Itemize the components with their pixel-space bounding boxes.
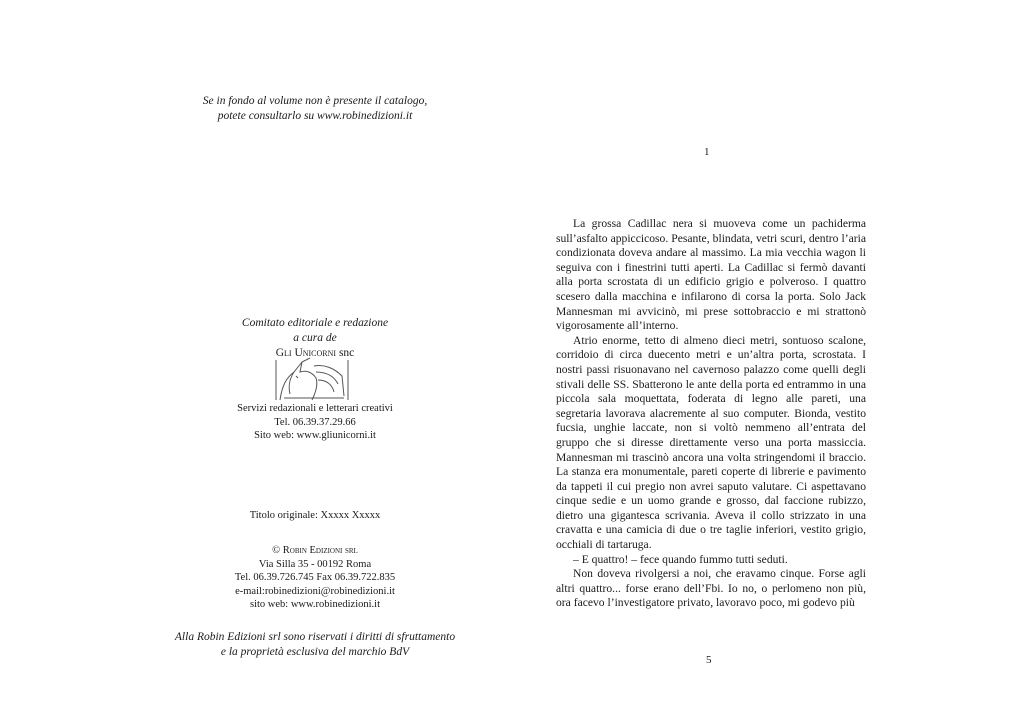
publisher-address: Via Silla 35 - 00192 Roma: [258, 558, 372, 570]
publisher-suffix: snc: [336, 347, 355, 359]
paragraph: – E quattro! – fece quando fummo tutti seduti.: [573, 552, 788, 566]
rights-line: Alla Robin Edizioni srl sono riservati i diritti di sfruttamento: [174, 631, 456, 643]
rights-line: e la proprietà esclusiva del marchio BdV: [220, 646, 410, 658]
services-phone: Tel. 06.39.37.29.66: [274, 416, 356, 428]
catalog-note-line: potete consultarlo su www.robinedizioni.it: [217, 110, 413, 122]
publisher-info: [60, 544, 570, 612]
committee-title: Comitato editoriale e redazione: [241, 317, 389, 329]
committee-curated-by: a cura de: [293, 332, 337, 344]
publisher-phone: Tel. 06.39.726.745 Fax 06.39.722.835: [234, 572, 396, 583]
publisher-prefix: Gli: [275, 347, 295, 359]
unicorn-logo-icon: [272, 356, 352, 402]
services-info: [60, 402, 570, 443]
paragraph: Atrio enorme, tetto di almeno dieci metri, sontuoso scalone, corridoio di circa duecento metri e un’altra porta, scrostata. I nostri passi risuonavano nel cavernoso palazzo come quelli degli stivali delle SS. Sbatterono le ante della porta ed entrammo in una piccola sala moquettata, foderata di legno alle pareti, una segretaria lavorava alacremente al suo computer. Bionda, vestito fucsia, unghie laccate, non si voltò nemmeno all’entrata del gruppo che si diresse direttamente verso una porta massiccia. Mannesman mi trascinò ancora una volta stringendomi il braccio. La stanza era monumentale, pareti coperte di librerie e pavimento da tappeti il cui pregio non avrei saputo valutare. Ci aspettavano cinque sedie e un uomo grande e grosso, dal faccione rubizzo, dietro una gigantesca scrivania. Aveva il collo strizzato in una cravatta e una camicia di due o tre taglie inferiori, vestito grigio, occhiali di tartaruga.: [556, 333, 866, 552]
editorial-committee: [60, 316, 570, 361]
copyright-line: © Robin Edizioni srl: [272, 545, 358, 556]
paragraph: Non doveva rivolgersi a noi, che eravamo cinque. Forse agli altri quattro... forse erano dell’Fbi. Io no, o perlomeno non più, ora facevo l’investigatore privato, lavoravo poco, mi godevo più: [556, 567, 866, 610]
paragraph: La grossa Cadillac nera si muoveva come un pachiderma sull’asfalto appiccicoso. Pesante, blindata, vetri scuri, dentro l’aria condizionata doveva andare al massimo. La mia vecchia wagon li seguiva con i finestrini tutti aperti. La Cadillac si fermò davanti alla porta scrostata di un edificio grigio e polveroso. I quattro scesero dalla macchina e infilarono di corsa la porta. Solo Jack Mannesman mi avvicinò, mi prese sottobraccio e mi strattonò vigorosamente all’interno.: [556, 217, 866, 333]
catalog-note-line: Se in fondo al volume non è presente il catalogo,: [202, 95, 428, 107]
publisher-site: sito web: www.robinedizioni.it: [250, 599, 380, 610]
chapter-number: 1: [704, 146, 710, 158]
catalog-note: [60, 94, 570, 124]
publisher-email: e-mail:robinedizioni@robinedizioni.it: [235, 585, 395, 597]
services-site: Sito web: www.gliunicorni.it: [254, 430, 376, 441]
services-line: Servizi redazionali e letterari creativi: [237, 403, 393, 414]
publisher-name: Unicorni: [294, 347, 337, 359]
rights-note: [60, 630, 570, 660]
original-title: Titolo originale: Xxxxx Xxxxx: [249, 510, 381, 521]
chapter-body: [556, 217, 866, 611]
page-number: 5: [706, 654, 712, 666]
